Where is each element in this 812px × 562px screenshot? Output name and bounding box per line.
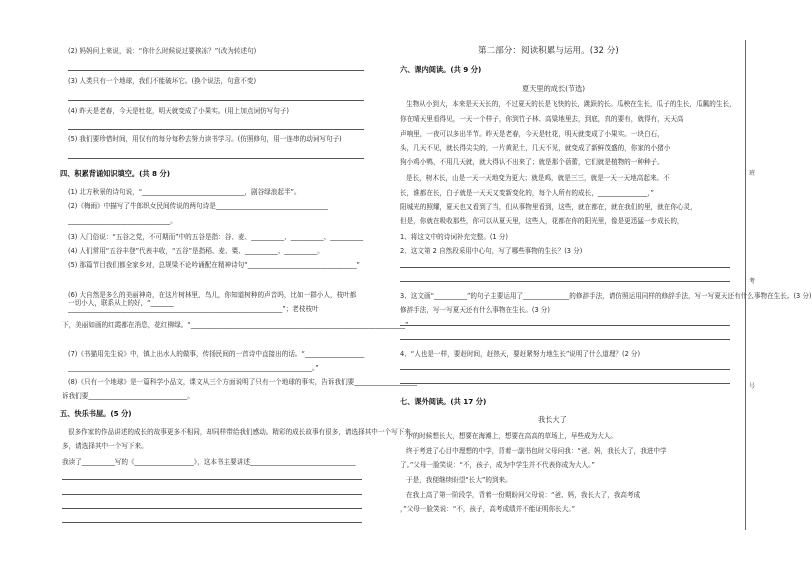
part-2-title: 第二部分：阅读积累与运用。(32 分): [478, 46, 619, 56]
reading-1-line: 但是，你就在吸收那些，你可以从夏天里，这些人，花都在你的阳光里，像是更迅猛一步成长的，: [400, 217, 684, 225]
margin-mark: 考: [749, 278, 756, 285]
reading-2-para: 在我上高了第一阶段学，背着一份期盼问父母说：“爸、妈，我长大了，我高考成: [406, 491, 641, 499]
reading-1-line: 头，几天不见，就长得尖尖的，一片黄泥土，几天不见，就变成了新鲜茂盛的，你家的小猪小: [400, 144, 671, 152]
fill-item-7-cont: __________________________________________________________________________。”: [68, 364, 319, 372]
section-5-fill: 我读了__________写的《__________________》，这本书主要讲述________________________________: [62, 458, 356, 466]
reading-2-line: 了。”父母一脸笑说：“不，孩子，成为中学生并不代表你成为大人。”: [400, 461, 595, 469]
fill-item-8: (8)《只有一个地球》是一篇科学小品文，课文从三个方面说明了只有一个地球的事实，告诉我们要___________________: [68, 378, 417, 386]
fill-item-4: (4) 人们常用“五谷丰登”代表丰收，“五谷”是指稻、麦、粟、__________、__________。: [68, 247, 324, 255]
fill-item-1: (1) 北方秋景的诗句说，“_______________________________，剧谷绿浪起半”。: [68, 188, 301, 196]
reading-2-line: ，”父母一脸笑说：“不，孩子，高考成绩并不能证明你长大。”: [400, 505, 576, 513]
section-5-title: 五、快乐书屋。(5 分): [60, 409, 132, 418]
reading-2-para: 于是，我便继续盼望“长大”的到来。: [406, 476, 512, 484]
reading-1-q1: 1、将这文中的诗词补充完整。(1 分): [400, 233, 508, 241]
answer-line[interactable]: [62, 494, 362, 495]
section-4-title: 四、积累背诵知识填空。(共 8 分): [60, 169, 171, 178]
fill-item-2: (2)《梅雨》中描写了牛郎织女民间传说的两句诗是__________________________________: [68, 202, 328, 210]
reading-1-q2: 2、这文第 2 自然段采用中心句，写了哪些事物的生长？(3 分): [400, 247, 583, 255]
fill-item-6: (6) 大自然是多么的美丽神奇，在这片树林里，鸟儿，你知道树种的声音吗，比如一群小人，枝叶都一切小人，联系从上的好，“_______: [68, 291, 357, 307]
reading-1-title: 夏天里的成长(节选): [522, 84, 586, 93]
section-5-text: 很多作家的作品讲述的成长的故事更多不相同，却同样带给我们感动。精彩的成长故事有很多，请选择其中一个写下来。: [68, 428, 418, 436]
answer-line[interactable]: [68, 100, 364, 101]
section-6-title: 六、课内阅读。(共 9 分): [400, 65, 482, 74]
answer-line[interactable]: [62, 522, 362, 523]
fill-item-6-cont2: 下，美丽如画的红霞都在消息，花红柳绿。“_________________________________________________________________”: [62, 321, 409, 329]
section-7-title: 七、课外阅读。(共 17 分): [400, 397, 487, 406]
reading-1-para: 生物从小到大，本来是天天长的，不过夏天的长是飞快的长，跳跃的长。瓜秧在生长，瓜子的生长，瓜瓤的生长，: [406, 100, 736, 108]
answer-line[interactable]: [62, 479, 362, 480]
reading-1-q3-cont: 修辞手法，写一写夏天还有什么事物在生长。(3 分): [400, 306, 550, 314]
answer-line[interactable]: [68, 129, 364, 130]
fill-item-6-cont: _________________________________________________________________”；老枝枝叶: [68, 305, 319, 313]
question-3: (3) 人类只有一个地球，我们不能破坏它。(换个说法，句意不变): [68, 77, 257, 85]
question-4: (4) 昨天是老春，今天是牡花，明天就变成了小果实。(用上加点词仿写句子): [68, 107, 289, 115]
fill-item-8-cont: 诉我们要______________________________。: [62, 392, 194, 400]
reading-2-para: 小的时候想长大，想要在海滩上，想要在高高的草场上，早些成为大人。: [406, 432, 617, 440]
binding-line: [745, 40, 746, 530]
answer-line[interactable]: [62, 508, 362, 509]
reading-1-line: 长，谁都在长，白子就是一天天又变新变化的，每个人所有的成长，_______________，”: [400, 189, 654, 197]
answer-line[interactable]: [68, 158, 364, 159]
reading-1-para: 是长，树木长，山是一天一天地变为更大；就是鸡，就是三三，就是一天一天地高起来。不: [406, 174, 670, 182]
reading-1-line: 狗小鸡小鸭，不用几天就，就大得认不出来了；就是那个蓓蕾，它们就是植物的一种种子。: [400, 158, 664, 166]
reading-1-q4: 4、“人也是一样，要赶时间，赶热天，要赶紧努力地生长”说明了什么道理？(2 分): [400, 350, 641, 358]
answer-line[interactable]: [400, 369, 730, 370]
fill-item-2-cont: _______________________________。: [68, 217, 177, 225]
fill-item-3: (3) 入门俗说：“五谷之党，不可期而”中的五谷是指：谷、麦、__________、__________、__________: [68, 233, 364, 241]
answer-line[interactable]: [400, 383, 730, 384]
answer-line[interactable]: [68, 70, 364, 71]
reading-1-line: 声响里，一夜可以多出半节。昨天是老春，今天是牡花，明天就变成了小果实。一块白石，: [400, 130, 664, 138]
question-2: (2) 妈妈问上来说，说：“你什么时候说过要挨冻？”(改为转述句): [68, 47, 257, 55]
reading-1-q3: 3、这文画“__________”的句子主要运用了______________的修辞手法，请仿照运用同样的修辞手法，写一写夏天还有什么事物在生长。(3 分): [400, 292, 812, 300]
question-5: (5) 我们要珍惜时间，用仅有的每分每秒去努力读书学习。(仿照修句，用一连串的动词写句子): [68, 135, 342, 143]
margin-mark: 号: [749, 383, 756, 390]
reading-1-line: 你在晴天里看得见，一天一个样子，你到竹子林、高粱地里去，到底，真的要有，就得有，天天高: [400, 115, 684, 123]
answer-line[interactable]: [400, 281, 730, 282]
answer-line[interactable]: [400, 339, 730, 340]
fill-item-7: (7)《书猫用先生说》中，镇上出水人的做事，传扬民间的一首诗中直接出的话。“__________________: [68, 350, 365, 358]
fill-item-5: (5) 那篇节目我们都全家乡对，总规梁不论吟诵配在精神诗句“_________________________________”: [68, 261, 360, 269]
section-5-text-cont: 多，请选择其中一个写下来。: [62, 442, 148, 450]
answer-line[interactable]: [400, 325, 730, 326]
reading-2-title: 我长大了: [538, 415, 567, 424]
reading-1-line: 阳城光的照耀，夏天也又看到了当，们从事物里看到，这些，就在都在，就在我们的里，就在你心灵，: [400, 203, 697, 211]
answer-line[interactable]: [400, 267, 730, 268]
margin-mark: 班: [749, 170, 756, 177]
reading-2-para: 终于考进了心目中理想的中学，背着一副书包时父母问我：“爸、妈，我长大了，我进中学: [406, 447, 667, 455]
